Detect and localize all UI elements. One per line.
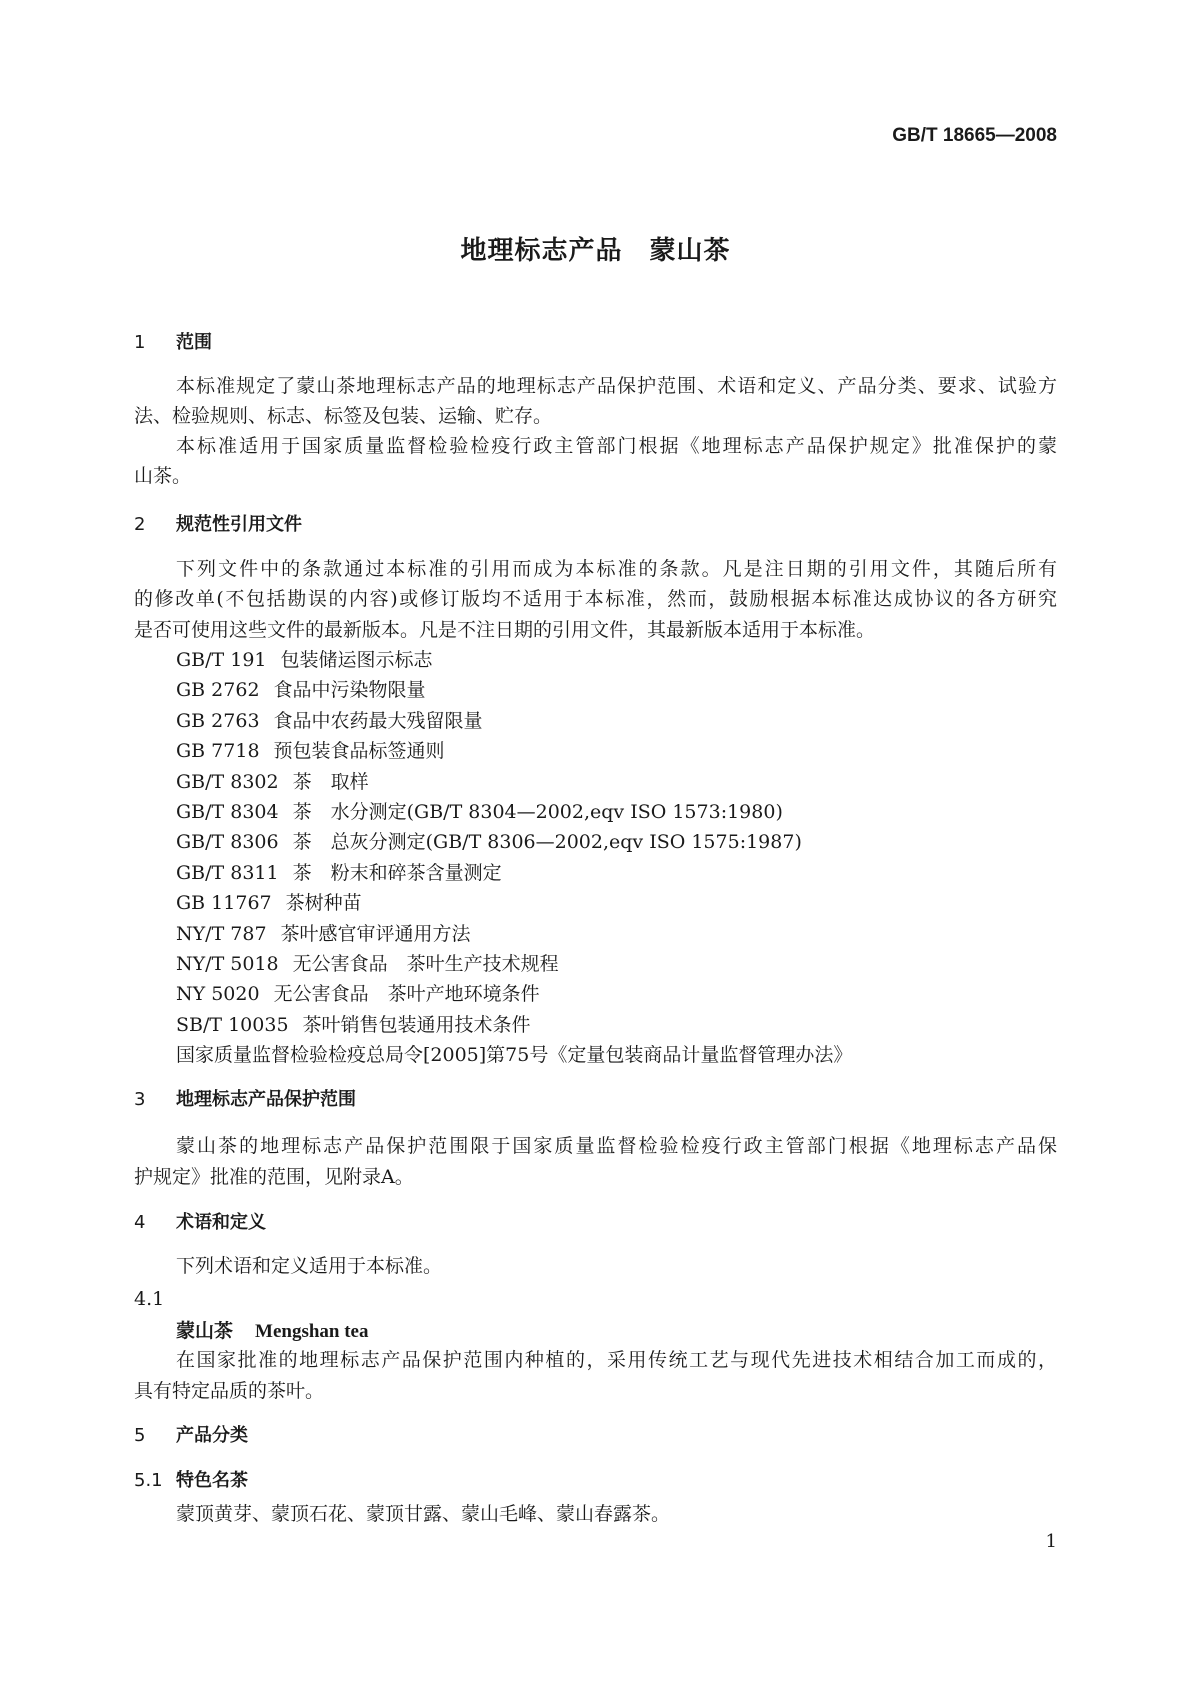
paragraph-line: 的修改单(不包括勘误的内容)或修订版均不适用于本标准，然而，鼓励根据本标准达成协议的各方研究 xyxy=(134,588,1057,610)
paragraph-line: 下列术语和定义适用于本标准。 xyxy=(176,1255,443,1277)
section-number: 5.1 xyxy=(134,1470,163,1491)
section-title: 范围 xyxy=(176,332,212,353)
page-number: 1 xyxy=(1045,1531,1057,1552)
reference-code: GB 7718 xyxy=(176,740,260,763)
paragraph-line: 蒙顶黄芽、蒙顶石花、蒙顶甘露、蒙山毛峰、蒙山春露茶。 xyxy=(176,1503,671,1525)
paragraph-line: 法、检验规则、标志、标签及包装、运输、贮存。 xyxy=(134,405,553,427)
reference-code: GB/T 8304 xyxy=(176,801,279,823)
reference-item xyxy=(176,952,559,976)
reference-item xyxy=(176,861,502,885)
reference-code: NY 5020 xyxy=(176,983,260,1006)
reference-item xyxy=(176,830,802,854)
subsection-5-1-heading xyxy=(134,1469,248,1493)
section-title: 地理标志产品保护范围 xyxy=(176,1089,356,1110)
reference-title: 茶树种苗 xyxy=(285,892,362,915)
term-entry xyxy=(176,1319,369,1343)
reference-title: 无公害食品 茶叶产地环境条件 xyxy=(273,983,540,1006)
section-4-heading xyxy=(134,1211,266,1235)
reference-code: NY/T 5018 xyxy=(176,953,279,975)
section-3-heading xyxy=(134,1088,356,1112)
reference-item xyxy=(176,1013,531,1037)
reference-title: 茶 总灰分测定(GB/T 8306—2002,eqv ISO 1575:1987) xyxy=(292,831,802,854)
section-title: 规范性引用文件 xyxy=(176,514,302,535)
reference-code: NY/T 787 xyxy=(176,922,267,945)
reference-item xyxy=(176,1043,852,1067)
reference-code: GB 11767 xyxy=(176,892,272,915)
document-title: 地理标志产品 蒙山茶 xyxy=(460,236,731,266)
definition-line: 在国家批准的地理标志产品保护范围内种植的，采用传统工艺与现代先进技术相结合加工而成的， xyxy=(176,1349,1057,1371)
reference-code: GB/T 8302 xyxy=(176,770,279,793)
paragraph-line: 本标准规定了蒙山茶地理标志产品的地理标志产品保护范围、术语和定义、产品分类、要求、试验方 xyxy=(176,375,1057,397)
section-number: 4 xyxy=(134,1212,146,1233)
reference-title: 茶叶感官审评通用方法 xyxy=(280,922,471,945)
reference-code: GB 2762 xyxy=(176,679,260,702)
reference-title: 国家质量监督检验检疫总局令[2005]第75号《定量包装商品计量监督管理办法》 xyxy=(176,1044,853,1067)
reference-code: GB/T 8306 xyxy=(176,831,279,854)
reference-title: 茶 水分测定(GB/T 8304—2002,eqv ISO 1573:1980) xyxy=(292,801,783,823)
reference-title: 食品中农药最大残留限量 xyxy=(273,709,483,732)
subsection-number: 4.1 xyxy=(134,1288,165,1310)
paragraph-line: 下列文件中的条款通过本标准的引用而成为本标准的条款。凡是注日期的引用文件，其随后所有 xyxy=(176,558,1057,580)
reference-title: 茶 取样 xyxy=(292,770,369,793)
paragraph-line: 山茶。 xyxy=(134,465,192,487)
definition-line: 具有特定品质的茶叶。 xyxy=(134,1380,325,1402)
reference-code: GB 2763 xyxy=(176,709,260,732)
reference-item xyxy=(176,922,471,946)
section-number: 2 xyxy=(134,514,146,535)
reference-item xyxy=(176,982,540,1006)
reference-item xyxy=(176,800,783,824)
reference-item xyxy=(176,770,369,794)
reference-item xyxy=(176,891,362,915)
section-title: 术语和定义 xyxy=(176,1212,266,1233)
reference-item xyxy=(176,739,445,763)
reference-title: 预包装食品标签通则 xyxy=(273,740,445,763)
section-1-heading xyxy=(134,331,212,355)
reference-title: 茶叶销售包装通用技术条件 xyxy=(302,1013,531,1036)
paragraph-line: 蒙山茶的地理标志产品保护范围限于国家质量监督检验检疫行政主管部门根据《地理标志产品保 xyxy=(176,1135,1057,1157)
reference-item xyxy=(176,648,433,672)
paragraph-line: 是否可使用这些文件的最新版本。凡是不注日期的引用文件，其最新版本适用于本标准。 xyxy=(134,619,876,641)
reference-code: GB/T 191 xyxy=(176,649,267,671)
reference-item xyxy=(176,709,483,733)
section-number: 5 xyxy=(134,1425,146,1446)
reference-code: GB/T 8311 xyxy=(176,861,279,884)
term-english: Mengshan tea xyxy=(255,1321,369,1342)
section-number: 3 xyxy=(134,1089,146,1110)
section-5-heading xyxy=(134,1424,248,1448)
reference-item xyxy=(176,678,426,702)
section-number: 1 xyxy=(134,332,146,353)
reference-title: 包装储运图示标志 xyxy=(280,649,433,671)
paragraph-line: 护规定》批准的范围，见附录A。 xyxy=(134,1166,414,1188)
term-chinese: 蒙山茶 xyxy=(176,1320,234,1342)
reference-title: 食品中污染物限量 xyxy=(273,679,426,702)
section-title: 特色名茶 xyxy=(176,1470,248,1491)
reference-title: 茶 粉末和碎茶含量测定 xyxy=(292,861,502,884)
reference-code: SB/T 10035 xyxy=(176,1013,289,1036)
reference-title: 无公害食品 茶叶生产技术规程 xyxy=(292,953,559,975)
section-title: 产品分类 xyxy=(176,1425,248,1446)
paragraph-line: 本标准适用于国家质量监督检验检疫行政主管部门根据《地理标志产品保护规定》批准保护的蒙 xyxy=(176,435,1057,457)
section-2-heading xyxy=(134,513,302,537)
standard-number: GB/T 18665—2008 xyxy=(892,125,1057,146)
